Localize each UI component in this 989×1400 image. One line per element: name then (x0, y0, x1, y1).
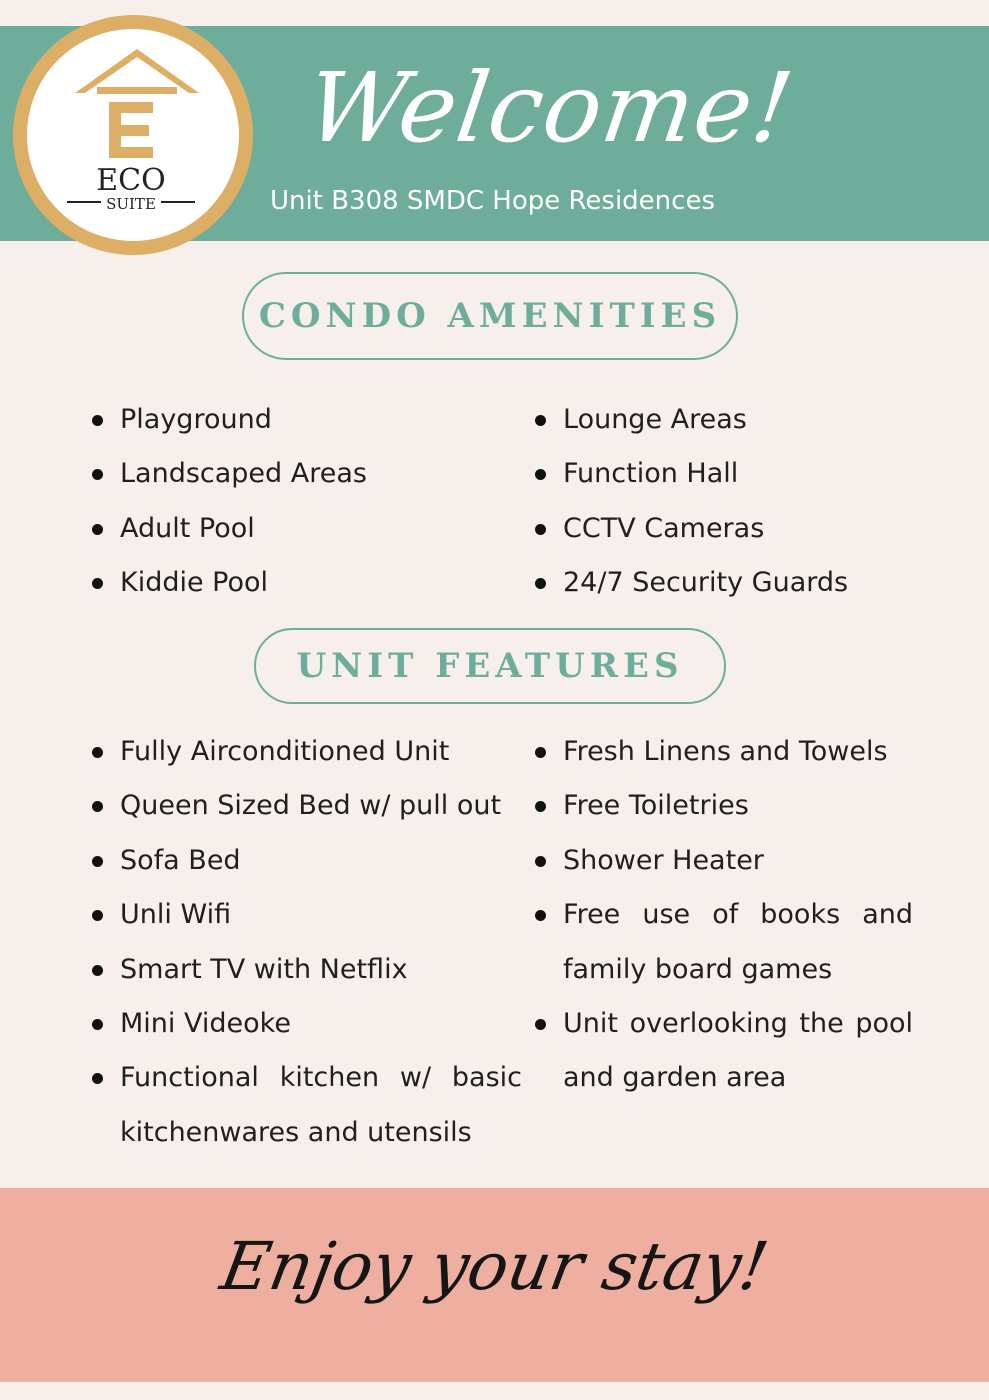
condo-amenities-heading (242, 272, 738, 360)
eco-suite-logo (13, 15, 253, 255)
logo-brand: ECO (96, 163, 166, 198)
logo-tagline: SUITE (106, 195, 156, 213)
house-e-icon (27, 29, 239, 241)
unit-features-title: UNIT FEATURES (296, 646, 684, 686)
condo-amenities-title: CONDO AMENITIES (258, 296, 722, 336)
list-item: Function Hall (535, 447, 935, 501)
list-item: Smart TV with Netflix (92, 943, 522, 997)
list-item: Kiddie Pool (92, 556, 492, 610)
list-item: 24/7 Security Guards (535, 556, 935, 610)
list-item: Free use of books and family board games (535, 888, 913, 997)
list-item: Sofa Bed (92, 834, 522, 888)
list-item: Unit overlooking the pool and garden area (535, 997, 913, 1106)
list-item: Free Toiletries (535, 779, 913, 833)
list-item: Playground (92, 393, 492, 447)
list-item: CCTV Cameras (535, 502, 935, 556)
list-item: Functional kitchen w/ basic kitchenwares and utensils (92, 1051, 522, 1160)
list-item: Fully Airconditioned Unit (92, 725, 522, 779)
amenities-list-left (92, 393, 492, 611)
welcome-heading: Welcome! (300, 52, 801, 164)
list-item: Mini Videoke (92, 997, 522, 1051)
unit-features-heading (254, 628, 726, 704)
unit-subtitle: Unit B308 SMDC Hope Residences (270, 186, 715, 216)
list-item: Unli Wifi (92, 888, 522, 942)
list-item: Queen Sized Bed w/ pull out (92, 779, 522, 833)
list-item: Shower Heater (535, 834, 913, 888)
enjoy-your-stay-message: Enjoy your stay! (215, 1228, 774, 1305)
list-item: Adult Pool (92, 502, 492, 556)
list-item: Landscaped Areas (92, 447, 492, 501)
list-item: Lounge Areas (535, 393, 935, 447)
features-list-right (535, 725, 913, 1106)
list-item: Fresh Linens and Towels (535, 725, 913, 779)
amenities-list-right (535, 393, 935, 611)
features-list-left (92, 725, 522, 1160)
